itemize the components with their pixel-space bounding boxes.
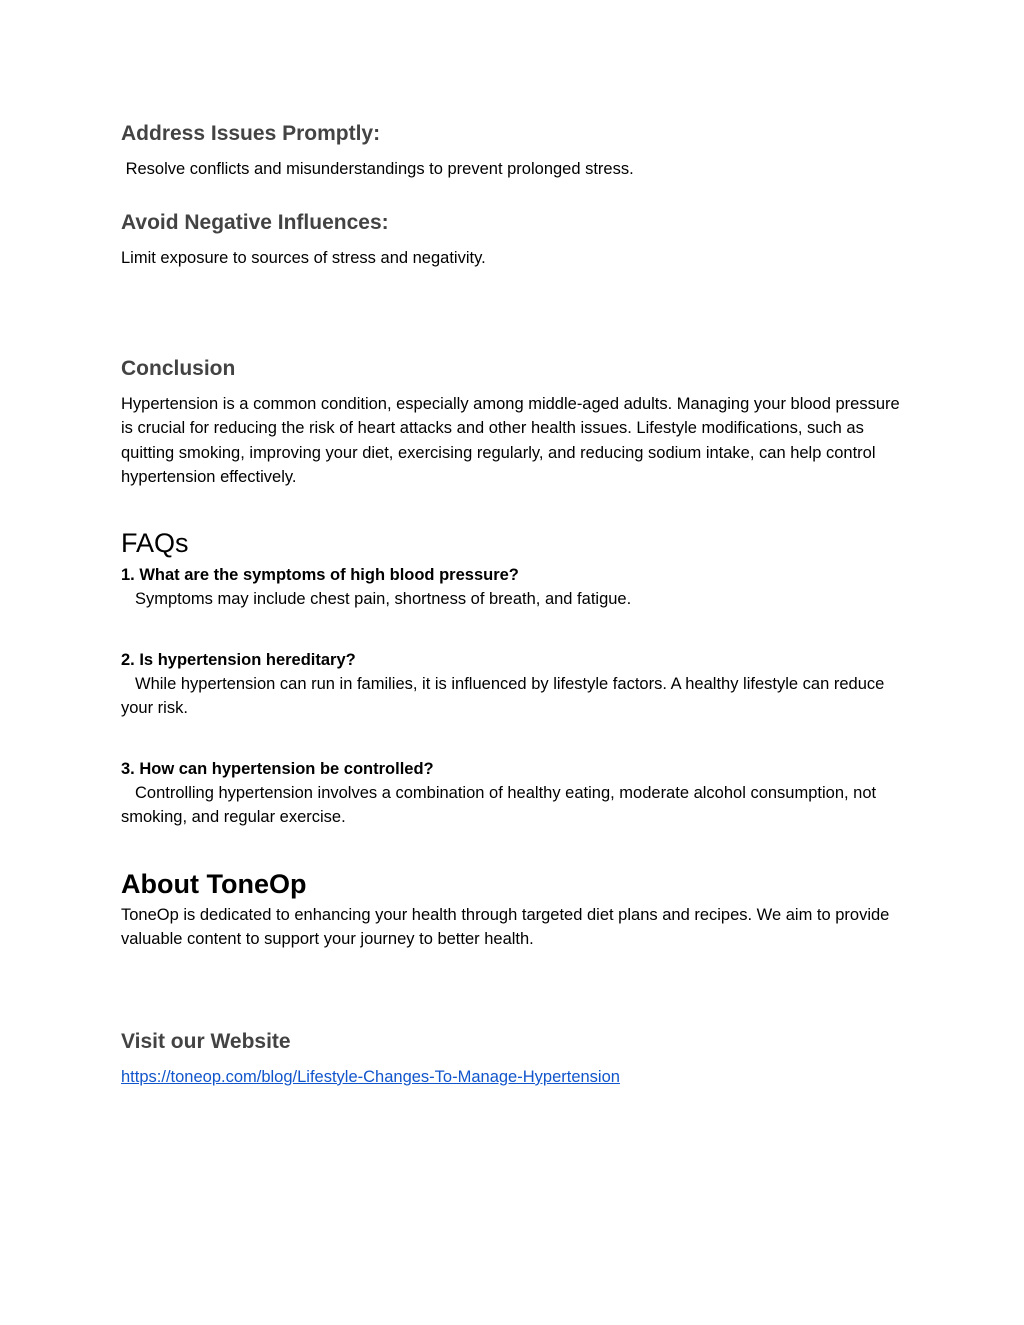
faq-answer-2: While hypertension can run in families, it is influenced by lifestyle factors. A healthy lifestyle can reduce your risk. bbox=[121, 675, 885, 718]
faq-item-3 bbox=[121, 757, 901, 830]
website-link[interactable]: https://toneop.com/blog/Lifestyle-Changes-To-Manage-Hypertension bbox=[121, 1068, 620, 1086]
website-heading: Visit our Website bbox=[121, 1030, 291, 1053]
faq-question-2: 2. Is hypertension hereditary? bbox=[121, 651, 356, 669]
address-issues-heading: Address Issues Promptly: bbox=[121, 122, 381, 145]
faq-item-1 bbox=[121, 563, 901, 611]
faqs-heading: FAQs bbox=[121, 528, 189, 558]
about-heading: About ToneOp bbox=[121, 869, 307, 899]
conclusion-heading: Conclusion bbox=[121, 357, 236, 380]
avoid-negative-text: Limit exposure to sources of stress and negativity. bbox=[121, 249, 486, 267]
faq-answer-1: Symptoms may include chest pain, shortness of breath, and fatigue. bbox=[135, 590, 632, 608]
about-text: ToneOp is dedicated to enhancing your health through targeted diet plans and recipes. We aim to provide valuable content to support your journey to better health. bbox=[121, 906, 890, 949]
faq-question-1: 1. What are the symptoms of high blood pressure? bbox=[121, 566, 519, 584]
faq-answer-3: Controlling hypertension involves a combination of healthy eating, moderate alcohol consumption, not smoking, and regular exercise. bbox=[121, 784, 877, 827]
faq-question-3: 3. How can hypertension be controlled? bbox=[121, 760, 434, 778]
faq-item-2 bbox=[121, 648, 901, 721]
avoid-negative-heading: Avoid Negative Influences: bbox=[121, 211, 389, 234]
address-issues-text: Resolve conflicts and misunderstandings to prevent prolonged stress. bbox=[121, 160, 634, 178]
conclusion-text: Hypertension is a common condition, especially among middle-aged adults. Managing your blood pressure is crucial for reducing the risk of heart attacks and other health issues. Lifestyle modifications, such as quitting smoking, improving your diet, exercising regularly, and reducing sodium intake, can help control hypertension effectively. bbox=[121, 395, 900, 486]
